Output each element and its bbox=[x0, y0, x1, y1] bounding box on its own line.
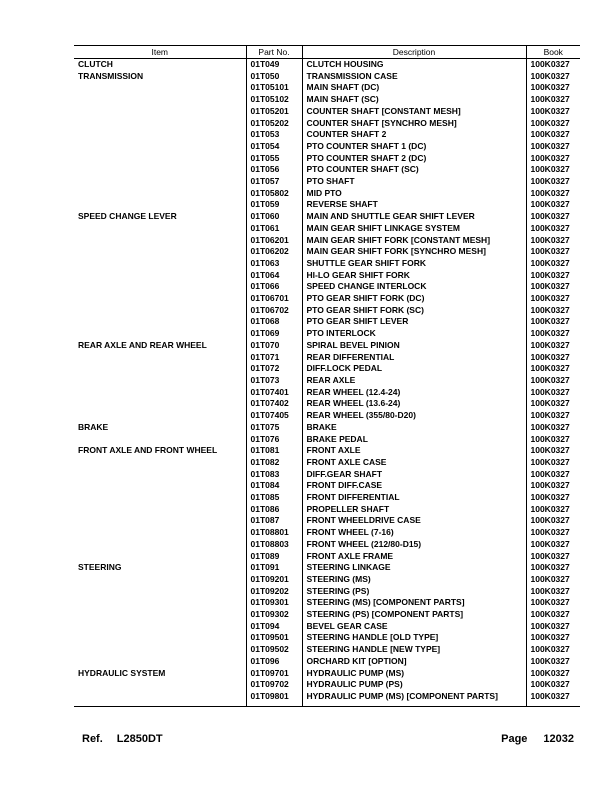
table-row bbox=[74, 445, 580, 457]
cell-description: COUNTER SHAFT [CONSTANT MESH] bbox=[302, 106, 526, 118]
cell-description: FRONT WHEELDRIVE CASE bbox=[302, 515, 526, 527]
cell-description: HYDRAULIC PUMP (MS) bbox=[302, 668, 526, 680]
table-row bbox=[74, 492, 580, 504]
parts-index-page bbox=[74, 45, 580, 707]
cell-description: TRANSMISSION CASE bbox=[302, 71, 526, 83]
cell-item bbox=[74, 586, 246, 598]
cell-item bbox=[74, 632, 246, 644]
cell-part-no: 01T082 bbox=[246, 457, 302, 469]
column-header-book: Book bbox=[526, 46, 580, 59]
cell-part-no: 01T066 bbox=[246, 281, 302, 293]
cell-item bbox=[74, 527, 246, 539]
cell-part-no: 01T091 bbox=[246, 562, 302, 574]
cell-part-no: 01T060 bbox=[246, 211, 302, 223]
cell-item bbox=[74, 515, 246, 527]
table-row bbox=[74, 644, 580, 656]
cell-part-no: 01T055 bbox=[246, 153, 302, 165]
cell-description: FRONT AXLE CASE bbox=[302, 457, 526, 469]
cell-item bbox=[74, 82, 246, 94]
cell-description: REAR AXLE bbox=[302, 375, 526, 387]
cell-part-no: 01T06201 bbox=[246, 235, 302, 247]
cell-description: PTO GEAR SHIFT FORK (SC) bbox=[302, 305, 526, 317]
table-body bbox=[74, 59, 580, 707]
table-row bbox=[74, 293, 580, 305]
cell-description: MAIN GEAR SHIFT FORK [CONSTANT MESH] bbox=[302, 235, 526, 247]
table-row bbox=[74, 363, 580, 375]
cell-description: SPIRAL BEVEL PINION bbox=[302, 340, 526, 352]
table-row bbox=[74, 527, 580, 539]
cell-book: 100K0327 bbox=[526, 668, 580, 680]
table-row bbox=[74, 246, 580, 258]
cell-book: 100K0327 bbox=[526, 82, 580, 94]
cell-description: STEERING (MS) bbox=[302, 574, 526, 586]
cell-item bbox=[74, 223, 246, 235]
cell-book: 100K0327 bbox=[526, 176, 580, 188]
cell-description: STEERING (PS) bbox=[302, 586, 526, 598]
model-number: L2850DT bbox=[116, 733, 163, 745]
cell-description: MAIN GEAR SHIFT FORK [SYNCHRO MESH] bbox=[302, 246, 526, 258]
cell-part-no: 01T09501 bbox=[246, 632, 302, 644]
cell-book: 100K0327 bbox=[526, 597, 580, 609]
cell-book: 100K0327 bbox=[526, 527, 580, 539]
cell-part-no: 01T087 bbox=[246, 515, 302, 527]
cell-item bbox=[74, 434, 246, 446]
cell-part-no: 01T053 bbox=[246, 129, 302, 141]
table-row bbox=[74, 176, 580, 188]
cell-item: SPEED CHANGE LEVER bbox=[78, 211, 177, 222]
cell-book: 100K0327 bbox=[526, 492, 580, 504]
table-row bbox=[74, 691, 580, 706]
cell-description: HYDRAULIC PUMP (PS) bbox=[302, 679, 526, 691]
cell-book: 100K0327 bbox=[526, 515, 580, 527]
cell-item: BRAKE bbox=[78, 421, 109, 432]
cell-description: FRONT DIFFERENTIAL bbox=[302, 492, 526, 504]
ref-label: Ref. bbox=[82, 733, 103, 745]
cell-item bbox=[74, 246, 246, 258]
page-number: 12032 bbox=[543, 733, 574, 745]
cell-part-no: 01T07401 bbox=[246, 387, 302, 399]
cell-item bbox=[74, 644, 246, 656]
cell-item bbox=[74, 551, 246, 563]
table-row bbox=[74, 141, 580, 153]
table-row bbox=[74, 270, 580, 282]
table-row bbox=[74, 562, 580, 574]
cell-item bbox=[74, 270, 246, 282]
cell-description: HYDRAULIC PUMP (MS) [COMPONENT PARTS] bbox=[302, 691, 526, 706]
column-header-part-no: Part No. bbox=[246, 46, 302, 59]
cell-part-no: 01T068 bbox=[246, 316, 302, 328]
cell-part-no: 01T094 bbox=[246, 621, 302, 633]
table-row bbox=[74, 551, 580, 563]
table-row bbox=[74, 281, 580, 293]
table-row bbox=[74, 609, 580, 621]
cell-book: 100K0327 bbox=[526, 551, 580, 563]
cell-description: REVERSE SHAFT bbox=[302, 199, 526, 211]
cell-description: MAIN SHAFT (DC) bbox=[302, 82, 526, 94]
cell-book: 100K0327 bbox=[526, 59, 580, 71]
cell-book: 100K0327 bbox=[526, 609, 580, 621]
cell-item bbox=[74, 281, 246, 293]
table-row bbox=[74, 71, 580, 83]
cell-item bbox=[74, 363, 246, 375]
cell-book: 100K0327 bbox=[526, 281, 580, 293]
table-row bbox=[74, 586, 580, 598]
table-row bbox=[74, 656, 580, 668]
cell-book: 100K0327 bbox=[526, 94, 580, 106]
table-row bbox=[74, 258, 580, 270]
cell-book: 100K0327 bbox=[526, 118, 580, 130]
table-row bbox=[74, 375, 580, 387]
cell-part-no: 01T050 bbox=[246, 71, 302, 83]
table-row bbox=[74, 352, 580, 364]
cell-part-no: 01T073 bbox=[246, 375, 302, 387]
column-header-description: Description bbox=[302, 46, 526, 59]
cell-description: DIFF.LOCK PEDAL bbox=[302, 363, 526, 375]
cell-book: 100K0327 bbox=[526, 188, 580, 200]
cell-description: STEERING HANDLE [NEW TYPE] bbox=[302, 644, 526, 656]
page-footer bbox=[82, 733, 574, 747]
cell-part-no: 01T09301 bbox=[246, 597, 302, 609]
cell-part-no: 01T063 bbox=[246, 258, 302, 270]
cell-description: MAIN AND SHUTTLE GEAR SHIFT LEVER bbox=[302, 211, 526, 223]
cell-description: SHUTTLE GEAR SHIFT FORK bbox=[302, 258, 526, 270]
cell-description: FRONT WHEEL (212/80-D15) bbox=[302, 539, 526, 551]
cell-book: 100K0327 bbox=[526, 398, 580, 410]
table-row bbox=[74, 305, 580, 317]
cell-description: STEERING HANDLE [OLD TYPE] bbox=[302, 632, 526, 644]
table-row bbox=[74, 164, 580, 176]
cell-book: 100K0327 bbox=[526, 363, 580, 375]
cell-description: COUNTER SHAFT 2 bbox=[302, 129, 526, 141]
parts-index-table bbox=[74, 45, 580, 707]
table-row bbox=[74, 410, 580, 422]
page-label: Page bbox=[501, 733, 528, 745]
cell-book: 100K0327 bbox=[526, 691, 580, 706]
cell-description: STEERING (PS) [COMPONENT PARTS] bbox=[302, 609, 526, 621]
cell-part-no: 01T09701 bbox=[246, 668, 302, 680]
cell-item bbox=[74, 258, 246, 270]
cell-part-no: 01T09302 bbox=[246, 609, 302, 621]
cell-book: 100K0327 bbox=[526, 387, 580, 399]
cell-book: 100K0327 bbox=[526, 223, 580, 235]
cell-description: BRAKE bbox=[302, 422, 526, 434]
cell-description: CLUTCH HOUSING bbox=[302, 59, 526, 71]
cell-part-no: 01T059 bbox=[246, 199, 302, 211]
cell-item bbox=[74, 199, 246, 211]
cell-description: STEERING LINKAGE bbox=[302, 562, 526, 574]
cell-description: PTO COUNTER SHAFT 2 (DC) bbox=[302, 153, 526, 165]
cell-book: 100K0327 bbox=[526, 211, 580, 223]
cell-part-no: 01T061 bbox=[246, 223, 302, 235]
table-row bbox=[74, 597, 580, 609]
cell-part-no: 01T072 bbox=[246, 363, 302, 375]
cell-book: 100K0327 bbox=[526, 632, 580, 644]
table-row bbox=[74, 434, 580, 446]
cell-book: 100K0327 bbox=[526, 422, 580, 434]
cell-book: 100K0327 bbox=[526, 258, 580, 270]
cell-item: CLUTCH bbox=[78, 59, 113, 69]
table-row bbox=[74, 457, 580, 469]
table-row bbox=[74, 153, 580, 165]
cell-part-no: 01T09201 bbox=[246, 574, 302, 586]
cell-part-no: 01T09702 bbox=[246, 679, 302, 691]
table-row bbox=[74, 387, 580, 399]
cell-book: 100K0327 bbox=[526, 270, 580, 282]
cell-item bbox=[74, 328, 246, 340]
cell-book: 100K0327 bbox=[526, 106, 580, 118]
cell-item bbox=[74, 504, 246, 516]
cell-part-no: 01T09502 bbox=[246, 644, 302, 656]
cell-description: SPEED CHANGE INTERLOCK bbox=[302, 281, 526, 293]
cell-item bbox=[74, 597, 246, 609]
cell-description: DIFF.GEAR SHAFT bbox=[302, 469, 526, 481]
cell-book: 100K0327 bbox=[526, 293, 580, 305]
cell-item bbox=[74, 656, 246, 668]
table-row bbox=[74, 621, 580, 633]
cell-description: REAR DIFFERENTIAL bbox=[302, 352, 526, 364]
cell-part-no: 01T05802 bbox=[246, 188, 302, 200]
cell-description: REAR WHEEL (12.4-24) bbox=[302, 387, 526, 399]
cell-part-no: 01T06702 bbox=[246, 305, 302, 317]
table-row bbox=[74, 59, 580, 71]
cell-book: 100K0327 bbox=[526, 246, 580, 258]
cell-description: BRAKE PEDAL bbox=[302, 434, 526, 446]
cell-item bbox=[74, 141, 246, 153]
cell-item bbox=[74, 305, 246, 317]
cell-description: PTO GEAR SHIFT FORK (DC) bbox=[302, 293, 526, 305]
cell-description: PTO GEAR SHIFT LEVER bbox=[302, 316, 526, 328]
cell-description: PTO COUNTER SHAFT (SC) bbox=[302, 164, 526, 176]
cell-book: 100K0327 bbox=[526, 375, 580, 387]
cell-item bbox=[74, 679, 246, 691]
cell-part-no: 01T081 bbox=[246, 445, 302, 457]
cell-item bbox=[74, 188, 246, 200]
cell-description: HI-LO GEAR SHIFT FORK bbox=[302, 270, 526, 282]
table-row bbox=[74, 188, 580, 200]
cell-item bbox=[74, 457, 246, 469]
cell-part-no: 01T08803 bbox=[246, 539, 302, 551]
cell-book: 100K0327 bbox=[526, 504, 580, 516]
cell-part-no: 01T086 bbox=[246, 504, 302, 516]
cell-item bbox=[74, 387, 246, 399]
cell-part-no: 01T085 bbox=[246, 492, 302, 504]
cell-book: 100K0327 bbox=[526, 562, 580, 574]
table-row bbox=[74, 94, 580, 106]
table-row bbox=[74, 422, 580, 434]
cell-book: 100K0327 bbox=[526, 71, 580, 83]
cell-book: 100K0327 bbox=[526, 305, 580, 317]
reference bbox=[82, 733, 163, 745]
cell-item bbox=[74, 492, 246, 504]
cell-part-no: 01T084 bbox=[246, 480, 302, 492]
cell-item bbox=[74, 375, 246, 387]
table-row bbox=[74, 504, 580, 516]
cell-description: MAIN GEAR SHIFT LINKAGE SYSTEM bbox=[302, 223, 526, 235]
cell-book: 100K0327 bbox=[526, 328, 580, 340]
cell-item bbox=[74, 609, 246, 621]
table-row bbox=[74, 106, 580, 118]
cell-description: PROPELLER SHAFT bbox=[302, 504, 526, 516]
column-header-item: Item bbox=[74, 46, 246, 59]
cell-book: 100K0327 bbox=[526, 199, 580, 211]
cell-book: 100K0327 bbox=[526, 235, 580, 247]
cell-book: 100K0327 bbox=[526, 656, 580, 668]
cell-item bbox=[74, 176, 246, 188]
cell-book: 100K0327 bbox=[526, 141, 580, 153]
cell-part-no: 01T049 bbox=[246, 59, 302, 71]
cell-part-no: 01T064 bbox=[246, 270, 302, 282]
cell-part-no: 01T07402 bbox=[246, 398, 302, 410]
cell-item bbox=[74, 691, 246, 706]
table-row bbox=[74, 469, 580, 481]
cell-part-no: 01T05101 bbox=[246, 82, 302, 94]
cell-description: PTO INTERLOCK bbox=[302, 328, 526, 340]
cell-book: 100K0327 bbox=[526, 457, 580, 469]
cell-item bbox=[74, 129, 246, 141]
cell-part-no: 01T056 bbox=[246, 164, 302, 176]
cell-item bbox=[74, 94, 246, 106]
cell-book: 100K0327 bbox=[526, 434, 580, 446]
cell-part-no: 01T083 bbox=[246, 469, 302, 481]
cell-part-no: 01T096 bbox=[246, 656, 302, 668]
cell-part-no: 01T09202 bbox=[246, 586, 302, 598]
cell-book: 100K0327 bbox=[526, 316, 580, 328]
cell-description: BEVEL GEAR CASE bbox=[302, 621, 526, 633]
cell-item bbox=[74, 480, 246, 492]
table-row bbox=[74, 340, 580, 352]
cell-part-no: 01T071 bbox=[246, 352, 302, 364]
cell-book: 100K0327 bbox=[526, 644, 580, 656]
cell-book: 100K0327 bbox=[526, 352, 580, 364]
cell-part-no: 01T054 bbox=[246, 141, 302, 153]
cell-item bbox=[74, 118, 246, 130]
table-row bbox=[74, 574, 580, 586]
cell-item bbox=[74, 469, 246, 481]
cell-part-no: 01T06701 bbox=[246, 293, 302, 305]
table-row bbox=[74, 632, 580, 644]
cell-part-no: 01T08801 bbox=[246, 527, 302, 539]
cell-part-no: 01T075 bbox=[246, 422, 302, 434]
table-row bbox=[74, 223, 580, 235]
table-row bbox=[74, 398, 580, 410]
cell-book: 100K0327 bbox=[526, 445, 580, 457]
table-row bbox=[74, 199, 580, 211]
table-row bbox=[74, 118, 580, 130]
cell-item bbox=[74, 398, 246, 410]
cell-book: 100K0327 bbox=[526, 410, 580, 422]
table-row bbox=[74, 515, 580, 527]
cell-part-no: 01T07405 bbox=[246, 410, 302, 422]
cell-item: STEERING bbox=[78, 562, 122, 573]
cell-description: REAR WHEEL (355/80-D20) bbox=[302, 410, 526, 422]
cell-part-no: 01T05102 bbox=[246, 94, 302, 106]
cell-item: FRONT AXLE AND FRONT WHEEL bbox=[78, 445, 218, 456]
table-row bbox=[74, 316, 580, 328]
cell-part-no: 01T06202 bbox=[246, 246, 302, 258]
cell-item bbox=[74, 316, 246, 328]
cell-description: FRONT WHEEL (7-16) bbox=[302, 527, 526, 539]
cell-description: PTO COUNTER SHAFT 1 (DC) bbox=[302, 141, 526, 153]
cell-description: FRONT AXLE FRAME bbox=[302, 551, 526, 563]
cell-description: STEERING (MS) [COMPONENT PARTS] bbox=[302, 597, 526, 609]
cell-part-no: 01T069 bbox=[246, 328, 302, 340]
cell-part-no: 01T076 bbox=[246, 434, 302, 446]
cell-item bbox=[74, 410, 246, 422]
cell-item bbox=[74, 621, 246, 633]
cell-item bbox=[74, 153, 246, 165]
cell-book: 100K0327 bbox=[526, 586, 580, 598]
table-row bbox=[74, 480, 580, 492]
table-row bbox=[74, 235, 580, 247]
cell-book: 100K0327 bbox=[526, 679, 580, 691]
cell-description: FRONT AXLE bbox=[302, 445, 526, 457]
cell-description: MID PTO bbox=[302, 188, 526, 200]
cell-item bbox=[74, 106, 246, 118]
cell-item bbox=[74, 235, 246, 247]
table-row bbox=[74, 668, 580, 680]
cell-item: REAR AXLE AND REAR WHEEL bbox=[78, 339, 207, 350]
table-row bbox=[74, 129, 580, 141]
cell-book: 100K0327 bbox=[526, 574, 580, 586]
cell-part-no: 01T05201 bbox=[246, 106, 302, 118]
cell-book: 100K0327 bbox=[526, 164, 580, 176]
table-row bbox=[74, 328, 580, 340]
page-indicator bbox=[501, 733, 574, 745]
table-row bbox=[74, 211, 580, 223]
cell-part-no: 01T05202 bbox=[246, 118, 302, 130]
cell-item bbox=[74, 574, 246, 586]
cell-description: PTO SHAFT bbox=[302, 176, 526, 188]
cell-description: REAR WHEEL (13.6-24) bbox=[302, 398, 526, 410]
cell-description: MAIN SHAFT (SC) bbox=[302, 94, 526, 106]
cell-item: HYDRAULIC SYSTEM bbox=[78, 667, 166, 678]
cell-book: 100K0327 bbox=[526, 469, 580, 481]
cell-book: 100K0327 bbox=[526, 480, 580, 492]
cell-description: COUNTER SHAFT [SYNCHRO MESH] bbox=[302, 118, 526, 130]
cell-description: ORCHARD KIT [OPTION] bbox=[302, 656, 526, 668]
table-row bbox=[74, 82, 580, 94]
table-row bbox=[74, 539, 580, 551]
cell-book: 100K0327 bbox=[526, 153, 580, 165]
cell-item bbox=[74, 164, 246, 176]
cell-book: 100K0327 bbox=[526, 539, 580, 551]
cell-item: TRANSMISSION bbox=[78, 70, 144, 81]
cell-book: 100K0327 bbox=[526, 340, 580, 352]
table-row bbox=[74, 679, 580, 691]
cell-item bbox=[74, 293, 246, 305]
cell-part-no: 01T089 bbox=[246, 551, 302, 563]
table-header-row bbox=[74, 46, 580, 59]
cell-part-no: 01T070 bbox=[246, 340, 302, 352]
cell-book: 100K0327 bbox=[526, 129, 580, 141]
cell-item bbox=[74, 539, 246, 551]
cell-part-no: 01T09801 bbox=[246, 691, 302, 706]
cell-book: 100K0327 bbox=[526, 621, 580, 633]
cell-description: FRONT DIFF.CASE bbox=[302, 480, 526, 492]
cell-item bbox=[74, 352, 246, 364]
cell-part-no: 01T057 bbox=[246, 176, 302, 188]
